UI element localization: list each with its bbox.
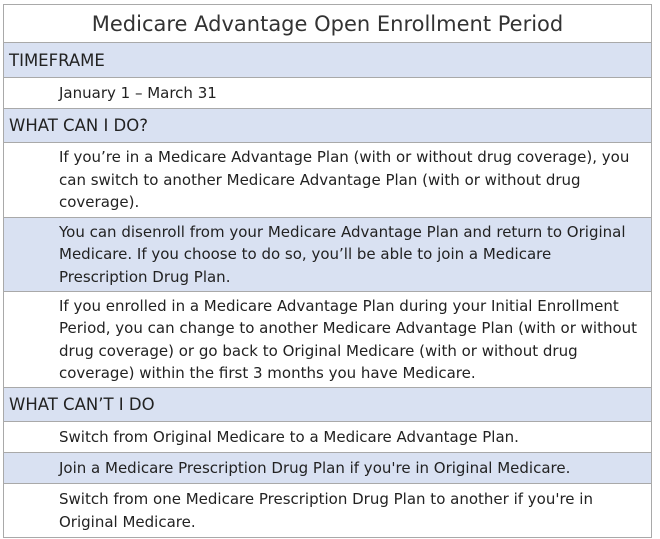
enrollment-table <box>3 4 652 538</box>
section-heading-what-cant-i-do: WHAT CAN’T I DO <box>4 388 651 422</box>
table-title: Medicare Advantage Open Enrollment Period <box>4 5 651 43</box>
can-do-item: You can disenroll from your Medicare Advantage Plan and return to Original Medicare. If you choose to do so, you’ll be able to join a Medicare Prescription Drug Plan. <box>4 218 651 292</box>
cant-do-item: Switch from one Medicare Prescription Drug Plan to another if you're in Original Medicare. <box>4 484 651 537</box>
can-do-item: If you’re in a Medicare Advantage Plan (with or without drug coverage), you can switch to another Medicare Advantage Plan (with or without drug coverage). <box>4 143 651 218</box>
section-heading-timeframe: TIMEFRAME <box>4 43 651 78</box>
cant-do-item: Join a Medicare Prescription Drug Plan if you're in Original Medicare. <box>4 453 651 484</box>
cant-do-item: Switch from Original Medicare to a Medicare Advantage Plan. <box>4 422 651 453</box>
can-do-item: If you enrolled in a Medicare Advantage Plan during your Initial Enrollment Period, you can change to another Medicare Advantage Plan (with or without drug coverage) or go back to Original Medicare (with or without drug coverage) within the first 3 months you have Medicare. <box>4 292 651 388</box>
timeframe-value: January 1 – March 31 <box>4 78 651 109</box>
section-heading-what-can-i-do: WHAT CAN I DO? <box>4 109 651 143</box>
